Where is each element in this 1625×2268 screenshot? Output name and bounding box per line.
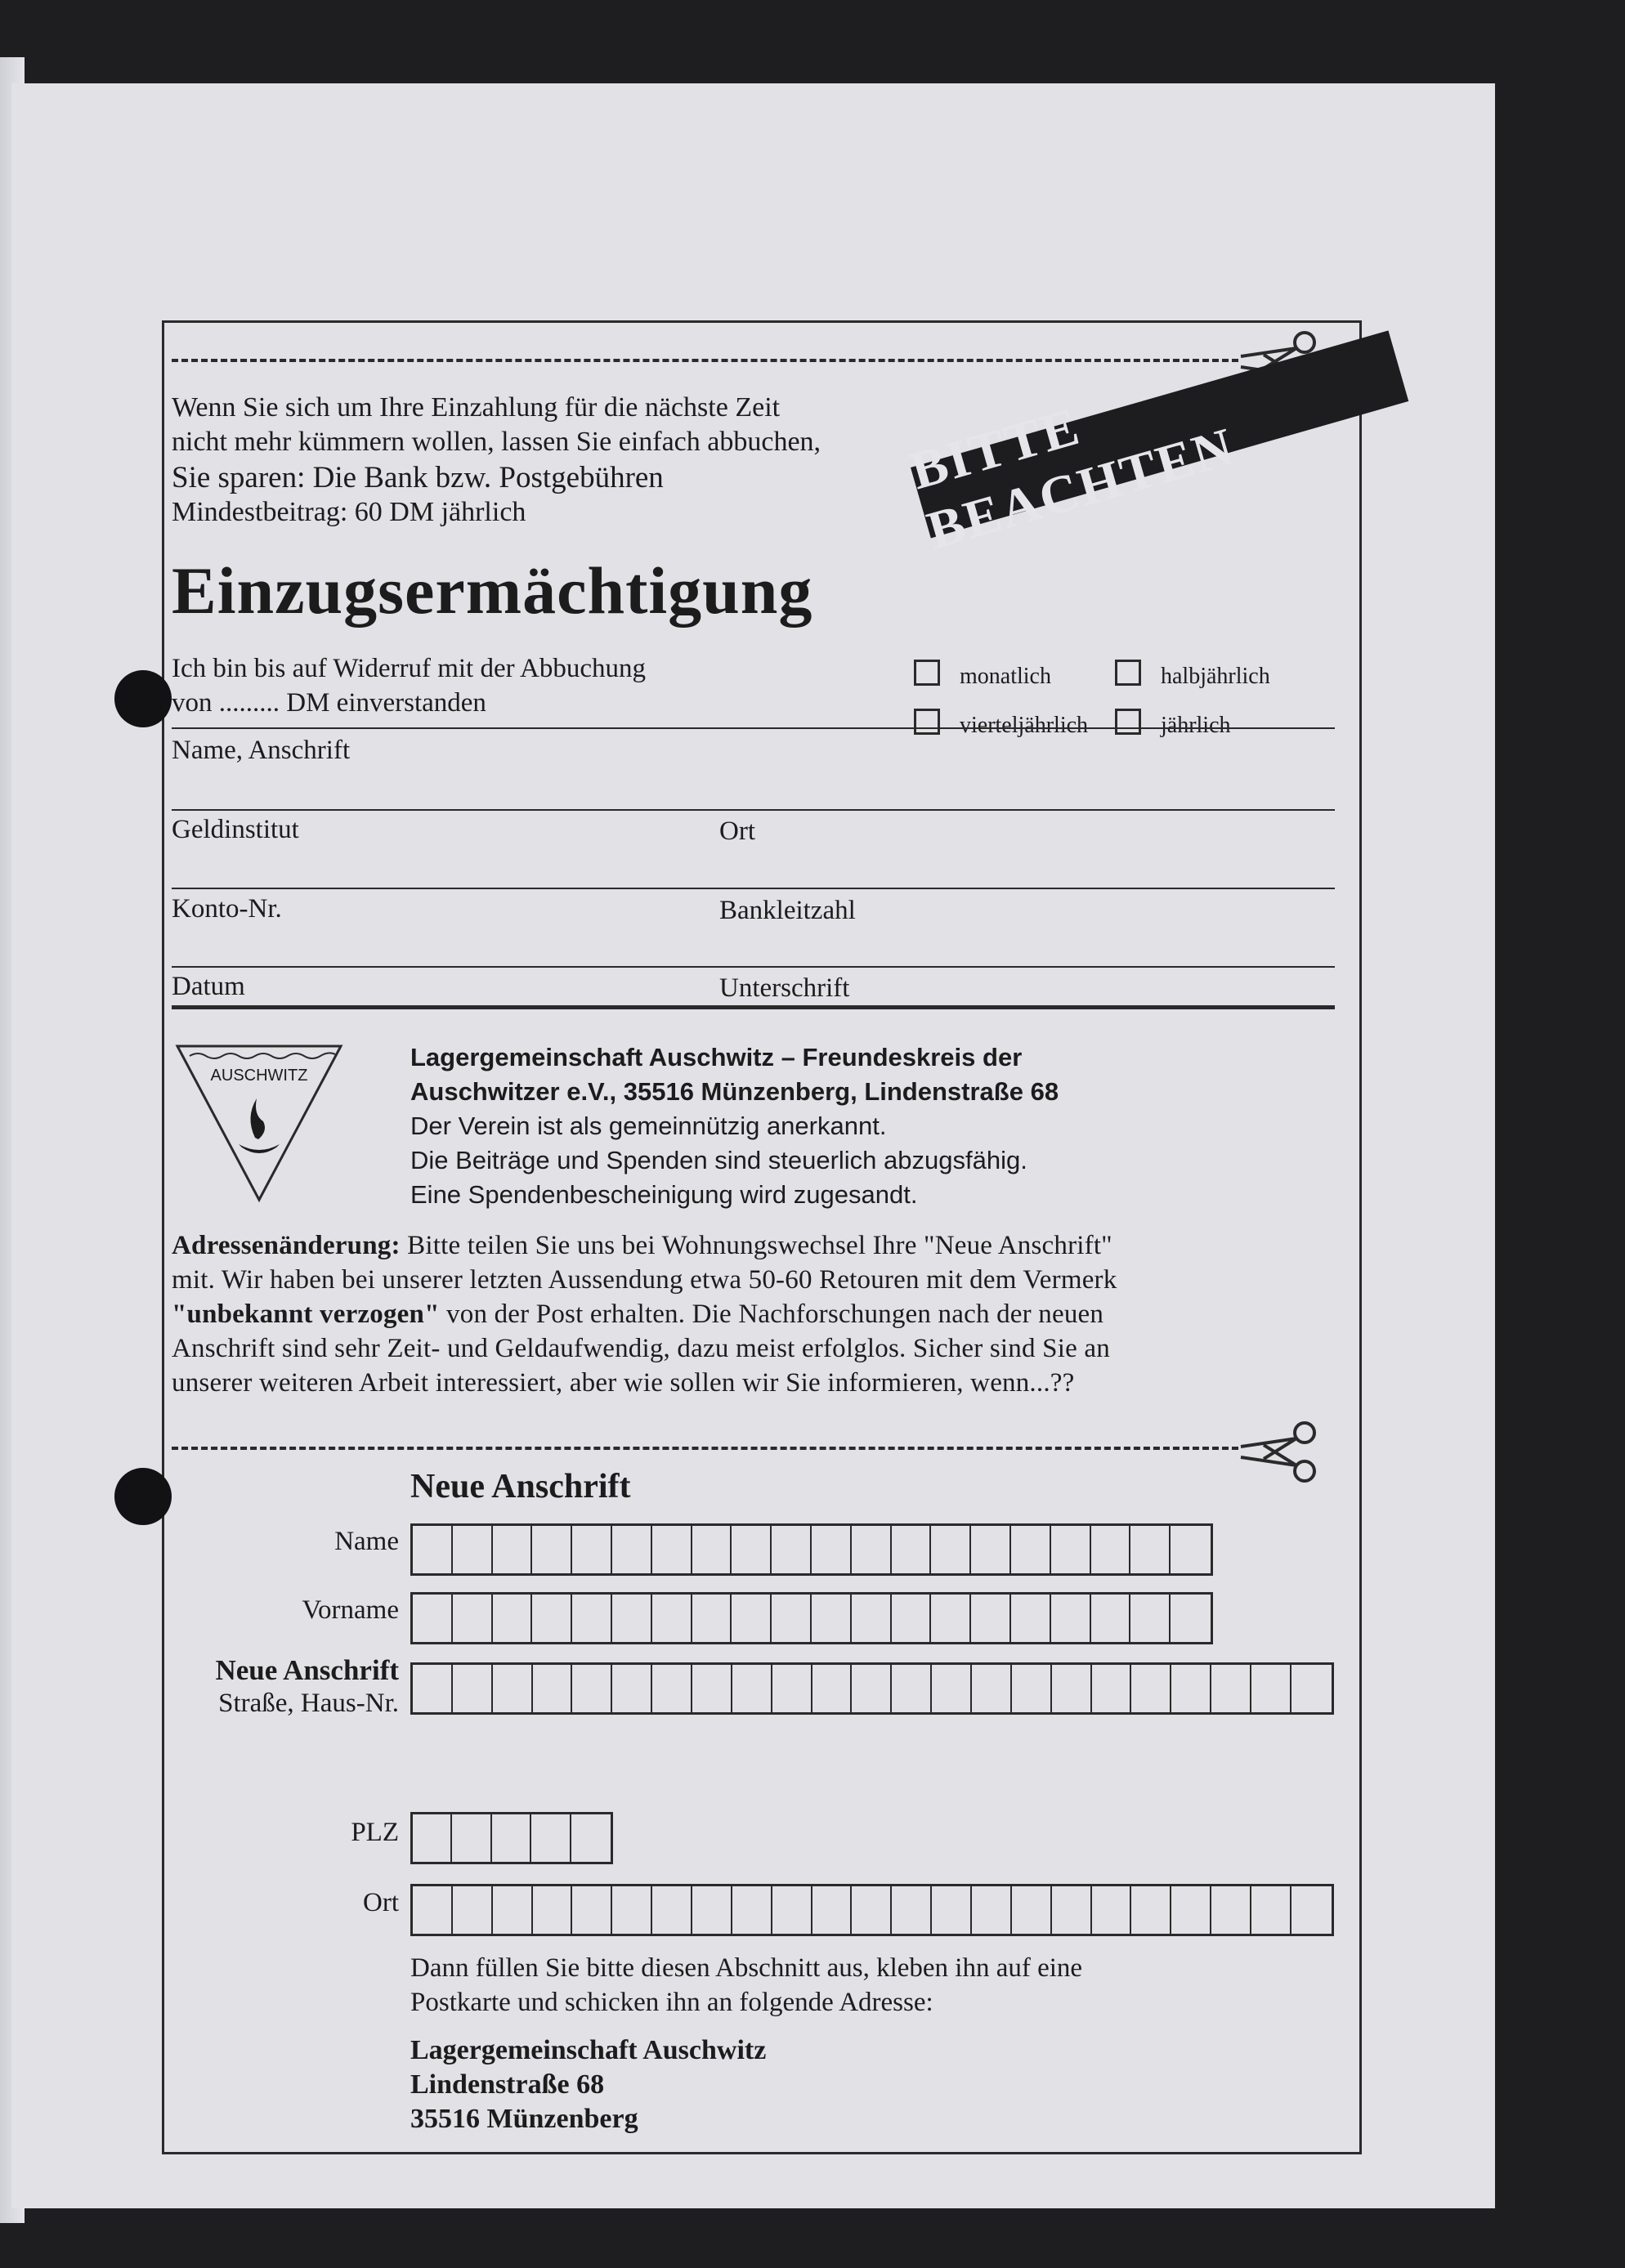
input-new-street-cell[interactable]	[972, 1665, 1012, 1712]
input-new-name-cell[interactable]	[413, 1526, 453, 1573]
section-divider	[172, 1005, 1335, 1009]
input-new-street-cell[interactable]	[1052, 1665, 1092, 1712]
input-new-firstname-cell[interactable]	[652, 1595, 692, 1642]
address-change-line-4: Anschrift sind sehr Zeit- und Geldaufwendig, dazu meist erfolglos. Sicher sind Sie an	[172, 1334, 1110, 1363]
label-new-city: Ort	[363, 1888, 399, 1917]
input-new-street-cell[interactable]	[1092, 1665, 1132, 1712]
input-new-city-cell[interactable]	[892, 1886, 932, 1934]
input-new-name-cell[interactable]	[892, 1526, 932, 1573]
input-new-street-cell[interactable]	[932, 1665, 972, 1712]
input-new-firstname-cell[interactable]	[572, 1595, 612, 1642]
address-change-line-5: unserer weiteren Arbeit interessiert, aber wie sollen wir Sie informieren, wenn...??	[172, 1368, 1075, 1398]
input-new-firstname-cell[interactable]	[772, 1595, 812, 1642]
input-new-firstname-cell[interactable]	[612, 1595, 652, 1642]
input-new-street-cell[interactable]	[572, 1665, 612, 1712]
address-change-line-2: mit. Wir haben bei unserer letzten Aussendung etwa 50-60 Retouren mit dem Vermerk	[172, 1265, 1117, 1295]
auschwitz-flame-logo	[173, 1040, 345, 1203]
input-new-firstname-cell[interactable]	[692, 1595, 732, 1642]
cut-line-bottom	[172, 1447, 1238, 1450]
input-new-city-cell[interactable]	[1171, 1886, 1211, 1934]
input-new-name-cell[interactable]	[1130, 1526, 1171, 1573]
new-address-title: Neue Anschrift	[410, 1468, 631, 1505]
input-new-zip-cell[interactable]	[413, 1814, 452, 1862]
input-new-city-cell[interactable]	[1012, 1886, 1052, 1934]
input-new-firstname-cell[interactable]	[852, 1595, 892, 1642]
instructions-line-2: Postkarte und schicken ihn an folgende Adresse:	[410, 1988, 933, 2017]
field-line-name[interactable]	[172, 727, 1335, 729]
document-page	[11, 83, 1495, 2208]
scissors-icon	[1239, 1420, 1321, 1486]
recipient-line-2: Lindenstraße 68	[410, 2069, 605, 2100]
input-new-street-cell[interactable]	[1291, 1665, 1332, 1712]
label-date: Datum	[172, 972, 245, 1001]
input-new-city-cell[interactable]	[692, 1886, 732, 1934]
input-new-firstname-cell[interactable]	[931, 1595, 971, 1642]
input-new-firstname-cell[interactable]	[1011, 1595, 1051, 1642]
input-new-zip-cell[interactable]	[531, 1814, 571, 1862]
consent-line-1: Ich bin bis auf Widerruf mit der Abbuchung	[172, 654, 647, 683]
input-new-street-cell[interactable]	[772, 1665, 812, 1712]
input-new-name-cell[interactable]	[493, 1526, 533, 1573]
org-line-1: Lagergemeinschaft Auschwitz – Freundeskreis der	[410, 1043, 1023, 1071]
input-new-name-cell[interactable]	[732, 1526, 772, 1573]
input-new-city-cell[interactable]	[1092, 1886, 1132, 1934]
address-change-text-3: von der Post erhalten. Die Nachforschungen nach der neuen	[439, 1300, 1104, 1329]
input-new-name-cell[interactable]	[532, 1526, 572, 1573]
address-change-line-1	[172, 1232, 1112, 1259]
input-new-city-cell[interactable]	[972, 1886, 1012, 1934]
label-new-name: Name	[334, 1527, 399, 1556]
input-new-city-cell[interactable]	[732, 1886, 772, 1934]
input-new-firstname-cell[interactable]	[892, 1595, 932, 1642]
label-new-street-1: Neue Anschrift	[215, 1654, 399, 1686]
input-new-city-cell[interactable]	[1251, 1886, 1291, 1934]
input-new-street-cell[interactable]	[812, 1665, 853, 1712]
checkbox-label-vierteljaehrlich: vierteljährlich	[960, 713, 1089, 738]
address-change-heading: Adressenänderung:	[172, 1231, 401, 1260]
input-new-street-cell[interactable]	[1012, 1665, 1052, 1712]
consent-line-2: von ......... DM einverstanden	[172, 688, 486, 718]
bitte-beachten-stamp: BITTE BEACHTEN	[911, 330, 1408, 538]
intro-line-3: Sie sparen: Die Bank bzw. Postgebühren	[172, 461, 664, 494]
recipient-line-1: Lagergemeinschaft Auschwitz	[410, 2035, 767, 2065]
input-new-name-cell[interactable]	[453, 1526, 493, 1573]
input-new-zip-cell[interactable]	[452, 1814, 491, 1862]
input-new-name-cell[interactable]	[812, 1526, 852, 1573]
input-new-zip[interactable]	[410, 1812, 613, 1864]
intro-line-2: nicht mehr kümmern wollen, lassen Sie einfach abbuchen,	[172, 427, 821, 457]
input-new-firstname[interactable]	[410, 1592, 1213, 1644]
checkbox-label-monatlich: monatlich	[960, 664, 1051, 689]
input-new-city-cell[interactable]	[413, 1886, 453, 1934]
org-line-3: Der Verein ist als gemeinnützig anerkannt.	[410, 1112, 887, 1140]
input-new-name-cell[interactable]	[931, 1526, 971, 1573]
input-new-zip-cell[interactable]	[492, 1814, 531, 1862]
input-new-name-cell[interactable]	[1051, 1526, 1091, 1573]
input-new-name-cell[interactable]	[612, 1526, 652, 1573]
field-line-bank[interactable]	[172, 809, 1335, 811]
intro-line-4: Mindestbeitrag: 60 DM jährlich	[172, 497, 526, 527]
input-new-firstname-cell[interactable]	[413, 1595, 453, 1642]
input-new-street-cell[interactable]	[453, 1665, 493, 1712]
input-new-name-cell[interactable]	[572, 1526, 612, 1573]
input-new-name-cell[interactable]	[971, 1526, 1011, 1573]
input-new-name-cell[interactable]	[772, 1526, 812, 1573]
input-new-city[interactable]	[410, 1884, 1334, 1936]
label-bank: Geldinstitut	[172, 815, 299, 844]
instructions-line-1: Dann füllen Sie bitte diesen Abschnitt aus, kleben ihn auf eine	[410, 1953, 1083, 1983]
address-change-bold: "unbekannt verzogen"	[172, 1300, 440, 1329]
input-new-city-cell[interactable]	[1131, 1886, 1171, 1934]
page-title: Einzugsermächtigung	[172, 553, 813, 628]
input-new-name-cell[interactable]	[692, 1526, 732, 1573]
recipient-line-3: 35516 Münzenberg	[410, 2104, 638, 2134]
punch-hole-bottom	[114, 1468, 172, 1525]
punch-hole-top	[114, 670, 172, 727]
label-signature: Unterschrift	[719, 973, 850, 1003]
input-new-city-cell[interactable]	[812, 1886, 853, 1934]
input-new-street-cell[interactable]	[652, 1665, 692, 1712]
input-new-name-cell[interactable]	[1171, 1526, 1211, 1573]
input-new-city-cell[interactable]	[533, 1886, 573, 1934]
logo-text: AUSCHWITZ	[210, 1067, 308, 1085]
label-city: Ort	[719, 816, 755, 846]
input-new-firstname-cell[interactable]	[1091, 1595, 1131, 1642]
checkbox-label-halbjaehrlich: halbjährlich	[1161, 664, 1270, 689]
input-new-city-cell[interactable]	[772, 1886, 812, 1934]
input-new-street-cell[interactable]	[732, 1665, 772, 1712]
checkbox-jaehrlich[interactable]	[1115, 709, 1141, 735]
input-new-firstname-cell[interactable]	[453, 1595, 493, 1642]
input-new-name-cell[interactable]	[652, 1526, 692, 1573]
input-new-city-cell[interactable]	[493, 1886, 533, 1934]
input-new-street-cell[interactable]	[612, 1665, 652, 1712]
input-new-zip-cell[interactable]	[571, 1814, 611, 1862]
field-line-date[interactable]	[172, 966, 1335, 968]
address-change-line-3	[172, 1301, 1103, 1328]
input-new-firstname-cell[interactable]	[812, 1595, 852, 1642]
input-new-city-cell[interactable]	[852, 1886, 892, 1934]
input-new-firstname-cell[interactable]	[971, 1595, 1011, 1642]
address-change-text-1: Bitte teilen Sie uns bei Wohnungswechsel Ihre "Neue Anschrift"	[407, 1231, 1112, 1260]
label-new-street-2: Straße, Haus-Nr.	[218, 1689, 399, 1718]
field-line-account[interactable]	[172, 888, 1335, 889]
label-account: Konto-Nr.	[172, 894, 282, 924]
input-new-street-cell[interactable]	[852, 1665, 892, 1712]
cut-line-top	[172, 359, 1238, 362]
input-new-firstname-cell[interactable]	[493, 1595, 533, 1642]
checkbox-vierteljaehrlich[interactable]	[914, 709, 940, 735]
input-new-city-cell[interactable]	[572, 1886, 612, 1934]
input-new-city-cell[interactable]	[1291, 1886, 1332, 1934]
input-new-street-cell[interactable]	[1211, 1665, 1251, 1712]
input-new-firstname-cell[interactable]	[532, 1595, 572, 1642]
label-name-address: Name, Anschrift	[172, 736, 351, 765]
input-new-name-cell[interactable]	[1091, 1526, 1131, 1573]
input-new-street-cell[interactable]	[1131, 1665, 1171, 1712]
input-new-street-cell[interactable]	[1251, 1665, 1291, 1712]
input-new-street[interactable]	[410, 1662, 1334, 1715]
label-new-zip: PLZ	[351, 1818, 399, 1847]
input-new-city-cell[interactable]	[453, 1886, 493, 1934]
input-new-street-cell[interactable]	[692, 1665, 732, 1712]
org-line-5: Eine Spendenbescheinigung wird zugesandt.	[410, 1180, 918, 1209]
checkbox-monatlich[interactable]	[914, 660, 940, 686]
input-new-name-cell[interactable]	[852, 1526, 892, 1573]
input-new-name[interactable]	[410, 1523, 1213, 1576]
org-line-2: Auschwitzer e.V., 35516 Münzenberg, Lindenstraße 68	[410, 1077, 1059, 1106]
org-line-4: Die Beiträge und Spenden sind steuerlich abzugsfähig.	[410, 1146, 1027, 1174]
checkbox-label-jaehrlich: jährlich	[1161, 713, 1231, 738]
label-bank-code: Bankleitzahl	[719, 896, 856, 925]
input-new-street-cell[interactable]	[1171, 1665, 1211, 1712]
input-new-street-cell[interactable]	[533, 1665, 573, 1712]
input-new-city-cell[interactable]	[1052, 1886, 1092, 1934]
input-new-name-cell[interactable]	[1011, 1526, 1051, 1573]
input-new-street-cell[interactable]	[413, 1665, 453, 1712]
input-new-street-cell[interactable]	[493, 1665, 533, 1712]
input-new-firstname-cell[interactable]	[732, 1595, 772, 1642]
input-new-city-cell[interactable]	[612, 1886, 652, 1934]
label-new-firstname: Vorname	[302, 1595, 399, 1625]
input-new-firstname-cell[interactable]	[1171, 1595, 1211, 1642]
intro-line-1: Wenn Sie sich um Ihre Einzahlung für die nächste Zeit	[172, 392, 781, 423]
input-new-city-cell[interactable]	[1211, 1886, 1251, 1934]
input-new-city-cell[interactable]	[652, 1886, 692, 1934]
checkbox-halbjaehrlich[interactable]	[1115, 660, 1141, 686]
input-new-city-cell[interactable]	[932, 1886, 972, 1934]
input-new-firstname-cell[interactable]	[1130, 1595, 1171, 1642]
input-new-street-cell[interactable]	[892, 1665, 932, 1712]
input-new-firstname-cell[interactable]	[1051, 1595, 1091, 1642]
